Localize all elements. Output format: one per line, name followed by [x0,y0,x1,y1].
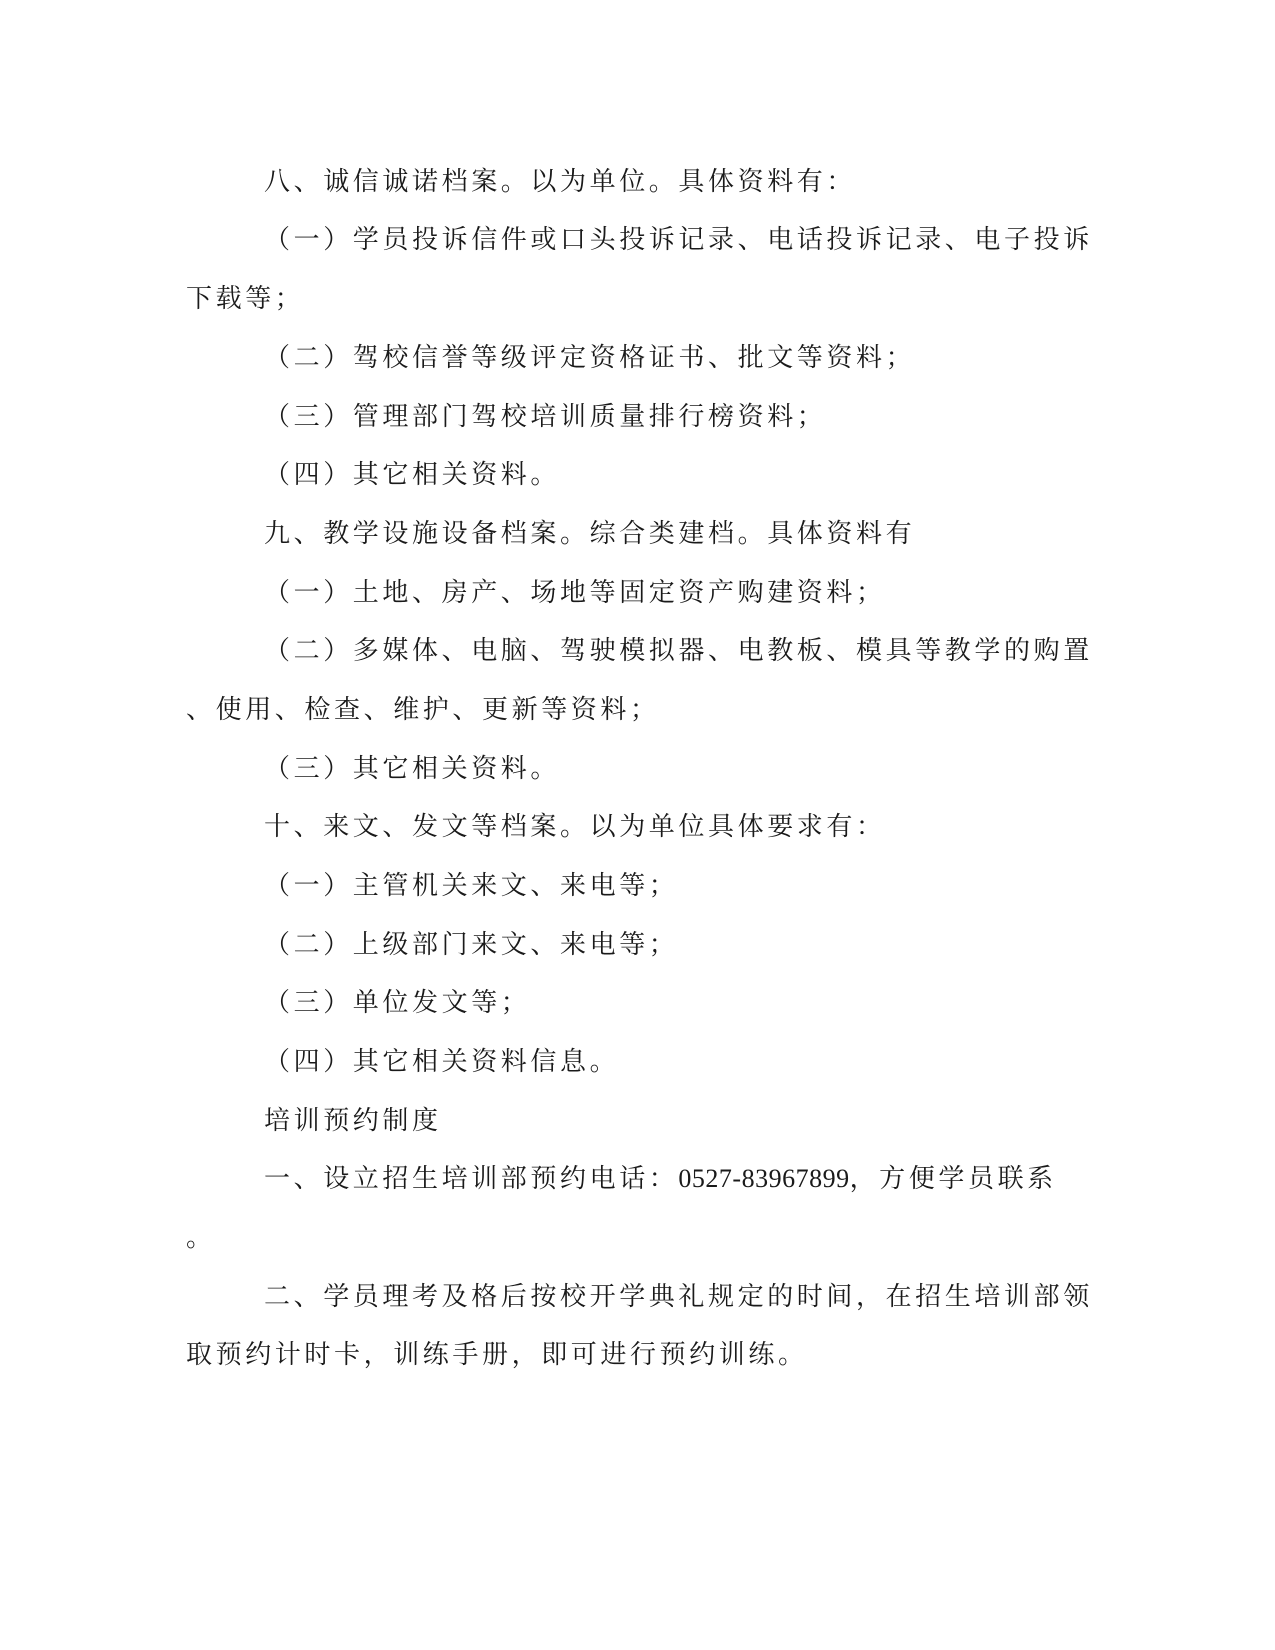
section-9-item-1: （一）土地、房产、场地等固定资产购建资料； [264,578,886,608]
section-10-item-4: （四）其它相关资料信息。 [264,1047,620,1077]
section-9-heading: 九、教学设施设备档案。综合类建档。具体资料有 [264,519,916,549]
section-9-item-3: （三）其它相关资料。 [264,754,561,784]
section-8-heading: 八、诚信诚诺档案。以为单位。具体资料有： [264,167,857,197]
section-8-item-2: （二）驾校信誉等级评定资格证书、批文等资料； [264,343,916,373]
section-9-item-2: （二）多媒体、电脑、驾驶模拟器、电教板、模具等教学的购置 [264,636,1093,666]
section-10-heading: 十、来文、发文等档案。以为单位具体要求有： [264,812,886,842]
reservation-rule-2: 二、学员理考及格后按校开学典礼规定的时间，在招生培训部领 [264,1282,1093,1312]
reservation-rule-1-tail: ，方便学员联系 [849,1164,1057,1194]
section-10-item-2: （二）上级部门来文、来电等； [264,930,679,960]
reservation-phone-number: 0527-83967899 [678,1164,850,1193]
section-9-item-2-cont: 、使用、检查、维护、更新等资料； [186,695,660,725]
section-8-item-4: （四）其它相关资料。 [264,460,561,490]
section-10-item-1: （一）主管机关来文、来电等； [264,871,679,901]
section-8-item-1: （一）学员投诉信件或口头投诉记录、电话投诉记录、电子投诉 [264,225,1093,255]
training-reservation-title: 培训预约制度 [264,1106,442,1136]
section-8-item-3: （三）管理部门驾校培训质量排行榜资料； [264,402,827,432]
reservation-rule-2-cont: 取预约计时卡，训练手册，即可进行预约训练。 [186,1340,808,1370]
section-10-item-3: （三）单位发文等； [264,988,531,1018]
reservation-rule-1-text: 一、设立招生培训部预约电话： [264,1164,679,1194]
section-8-item-1-cont: 下载等； [186,284,305,314]
reservation-rule-1 [264,1161,1057,1197]
reservation-rule-1-cont: 。 [186,1223,216,1253]
